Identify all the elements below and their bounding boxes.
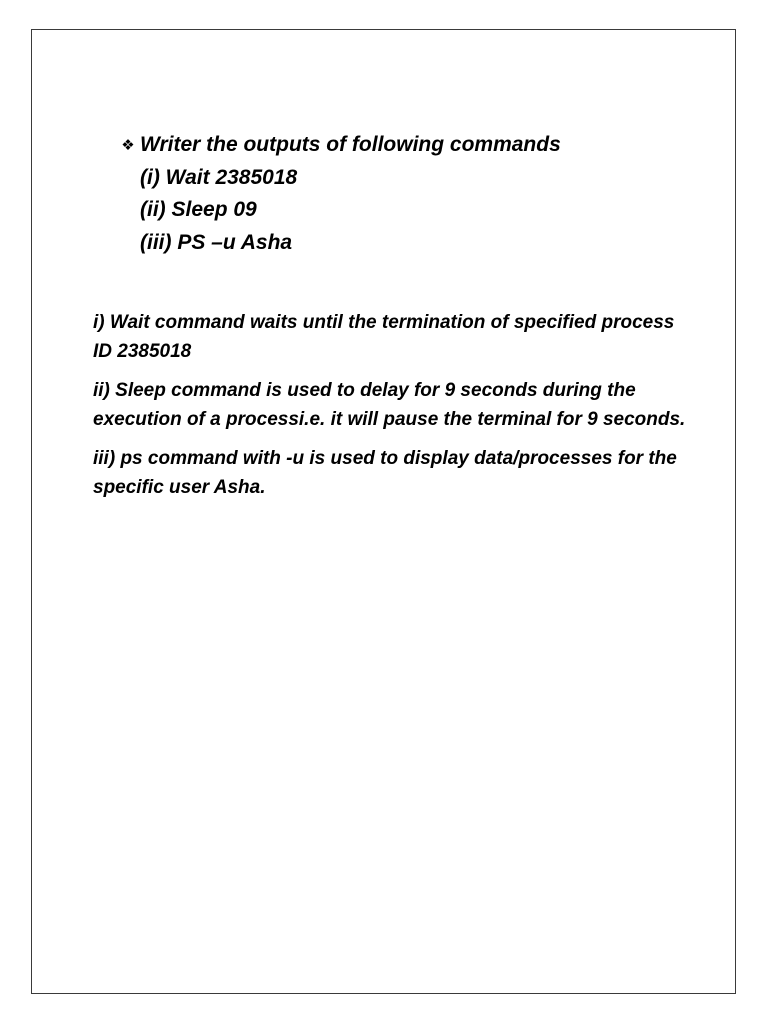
question-prompt-line — [118, 129, 561, 162]
question-prompt: Writer the outputs of following commands — [140, 133, 561, 156]
question-item-1: (i) Wait 2385018 — [140, 165, 298, 189]
question-item-2: (ii) Sleep 09 — [140, 198, 257, 221]
question-item-3: (iii) PS –u Asha — [140, 230, 293, 254]
diamond-bullet-icon: ❖ — [121, 136, 135, 154]
question-block — [118, 129, 561, 259]
answer-2: ii) Sleep command is used to delay for 9 seconds during the execution of a processi.e. it will pause the terminal for 9 seconds. — [93, 380, 686, 430]
answer-3: iii) ps command with -u is used to display data/processes for the specific user Asha. — [93, 448, 677, 498]
answer-1: i) Wait command waits until the termination of specified process ID 2385018 — [93, 312, 675, 362]
answers-block — [93, 308, 693, 512]
